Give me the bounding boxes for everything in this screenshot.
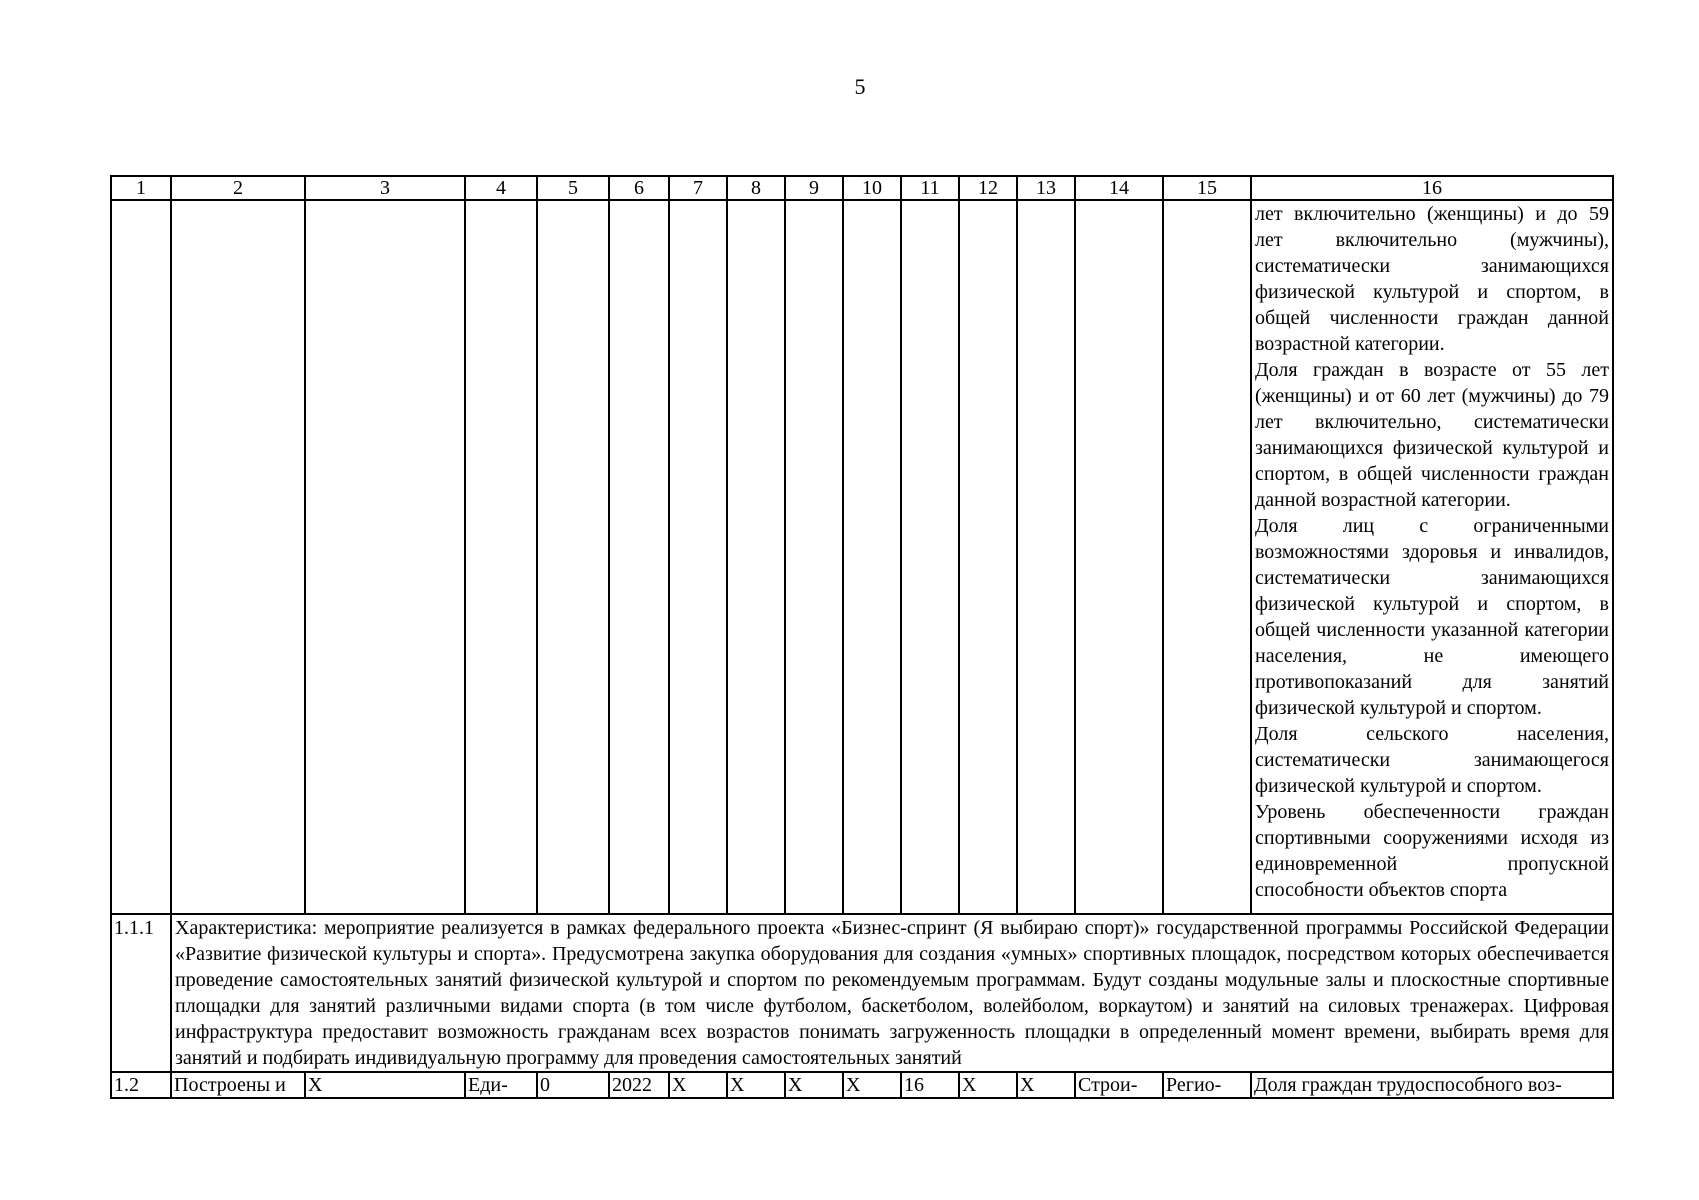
- header-cell: 2: [171, 176, 305, 200]
- empty-cell: [785, 200, 843, 914]
- indicator-paragraph: лет включительно (женщины) и до 59 лет включительно (мужчины), систематически занимающихся физической культурой и спортом, в общей численности граждан данной возрастной категории.: [1255, 203, 1609, 355]
- header-cell: 4: [465, 176, 537, 200]
- cell: 0: [537, 1072, 609, 1098]
- header-cell: 10: [843, 176, 901, 200]
- header-row: [111, 176, 1613, 200]
- empty-cell: [669, 200, 727, 914]
- empty-cell: [1017, 200, 1075, 914]
- header-cell: 14: [1075, 176, 1163, 200]
- header-cell: 13: [1017, 176, 1075, 200]
- indicator-paragraph: Доля лиц с ограниченными возможностями здоровья и инвалидов, систематически занимающихся физической культурой и спортом, в общей численности указанной категории населения, не имеющего противопоказаний для занятий физической культурой и спортом.: [1255, 515, 1609, 719]
- header-cell: 16: [1251, 176, 1613, 200]
- empty-cell: [111, 200, 171, 914]
- header-cell: 9: [785, 176, 843, 200]
- empty-cell: [171, 200, 305, 914]
- cell: Х: [669, 1072, 727, 1098]
- empty-cell: [727, 200, 785, 914]
- indicator-paragraph: Уровень обеспеченности граждан спортивными сооружениями исходя из единовременной пропускной способности объектов спорта: [1255, 801, 1609, 901]
- header-cell: 11: [901, 176, 959, 200]
- header-cell: 15: [1163, 176, 1251, 200]
- empty-cell: [305, 200, 465, 914]
- empty-cell: [609, 200, 669, 914]
- empty-cell: [465, 200, 537, 914]
- cell: Х: [727, 1072, 785, 1098]
- header-cell: 6: [609, 176, 669, 200]
- characteristic-text: Характеристика: мероприятие реализуется в рамках федерального проекта «Бизнес-спринт (Я выбираю спорт)» государственной программы Российской Федерации «Развитие физической культуры и спорта». Предусмотрена закупка оборудования для создания «умных» спортивных площадок, посредством которых обеспечивается проведение самостоятельных занятий физической культурой и спортом по рекомендуемым программам. Будут созданы модульные залы и плоскостные спортивные площадки для занятий различными видами спорта (в том числе футболом, баскетболом, волейболом, воркаутом) и занятий на силовых тренажерах. Цифровая инфраструктура предоставит возможность гражданам всех возрастов понимать загруженность площадки в определенный момент времени, выбирать время для занятий и подбирать индивидуальную программу для проведения самостоятельных занятий: [171, 914, 1613, 1072]
- header-cell: 1: [111, 176, 171, 200]
- table-row-1-2: [111, 1072, 1613, 1098]
- header-cell: 12: [959, 176, 1017, 200]
- page-number: 5: [854, 74, 866, 99]
- cell: Х: [959, 1072, 1017, 1098]
- cell: Еди-: [465, 1072, 537, 1098]
- indicator-paragraph: Доля граждан в возрасте от 55 лет (женщины) и от 60 лет (мужчины) до 79 лет включительно, систематически занимающихся физической культурой и спортом, в общей численности граждан данной возрастной категории.: [1255, 359, 1609, 511]
- empty-cell: [959, 200, 1017, 914]
- cell: 2022: [609, 1072, 669, 1098]
- cell: Х: [843, 1072, 901, 1098]
- cell: 1.2: [111, 1072, 171, 1098]
- continued-row: [111, 200, 1613, 914]
- row-number: 1.1.1: [111, 914, 171, 1072]
- characteristic-row: [111, 914, 1613, 1072]
- header-cell: 3: [305, 176, 465, 200]
- header-cell: 8: [727, 176, 785, 200]
- header-cell: 5: [537, 176, 609, 200]
- cell: Доля граждан трудоспособного воз-: [1251, 1072, 1613, 1098]
- indicators-cell: [1251, 200, 1613, 914]
- header-cell: 7: [669, 176, 727, 200]
- empty-cell: [901, 200, 959, 914]
- empty-cell: [537, 200, 609, 914]
- program-table: [110, 175, 1614, 1099]
- indicator-paragraph: Доля сельского населения, систематически занимающегося физической культурой и спортом.: [1255, 723, 1609, 797]
- cell: Построены и: [171, 1072, 305, 1098]
- cell: Х: [785, 1072, 843, 1098]
- cell: Регио-: [1163, 1072, 1251, 1098]
- cell: Х: [1017, 1072, 1075, 1098]
- cell: 16: [901, 1072, 959, 1098]
- empty-cell: [1163, 200, 1251, 914]
- empty-cell: [1075, 200, 1163, 914]
- empty-cell: [843, 200, 901, 914]
- cell: Х: [305, 1072, 465, 1098]
- cell: Строи-: [1075, 1072, 1163, 1098]
